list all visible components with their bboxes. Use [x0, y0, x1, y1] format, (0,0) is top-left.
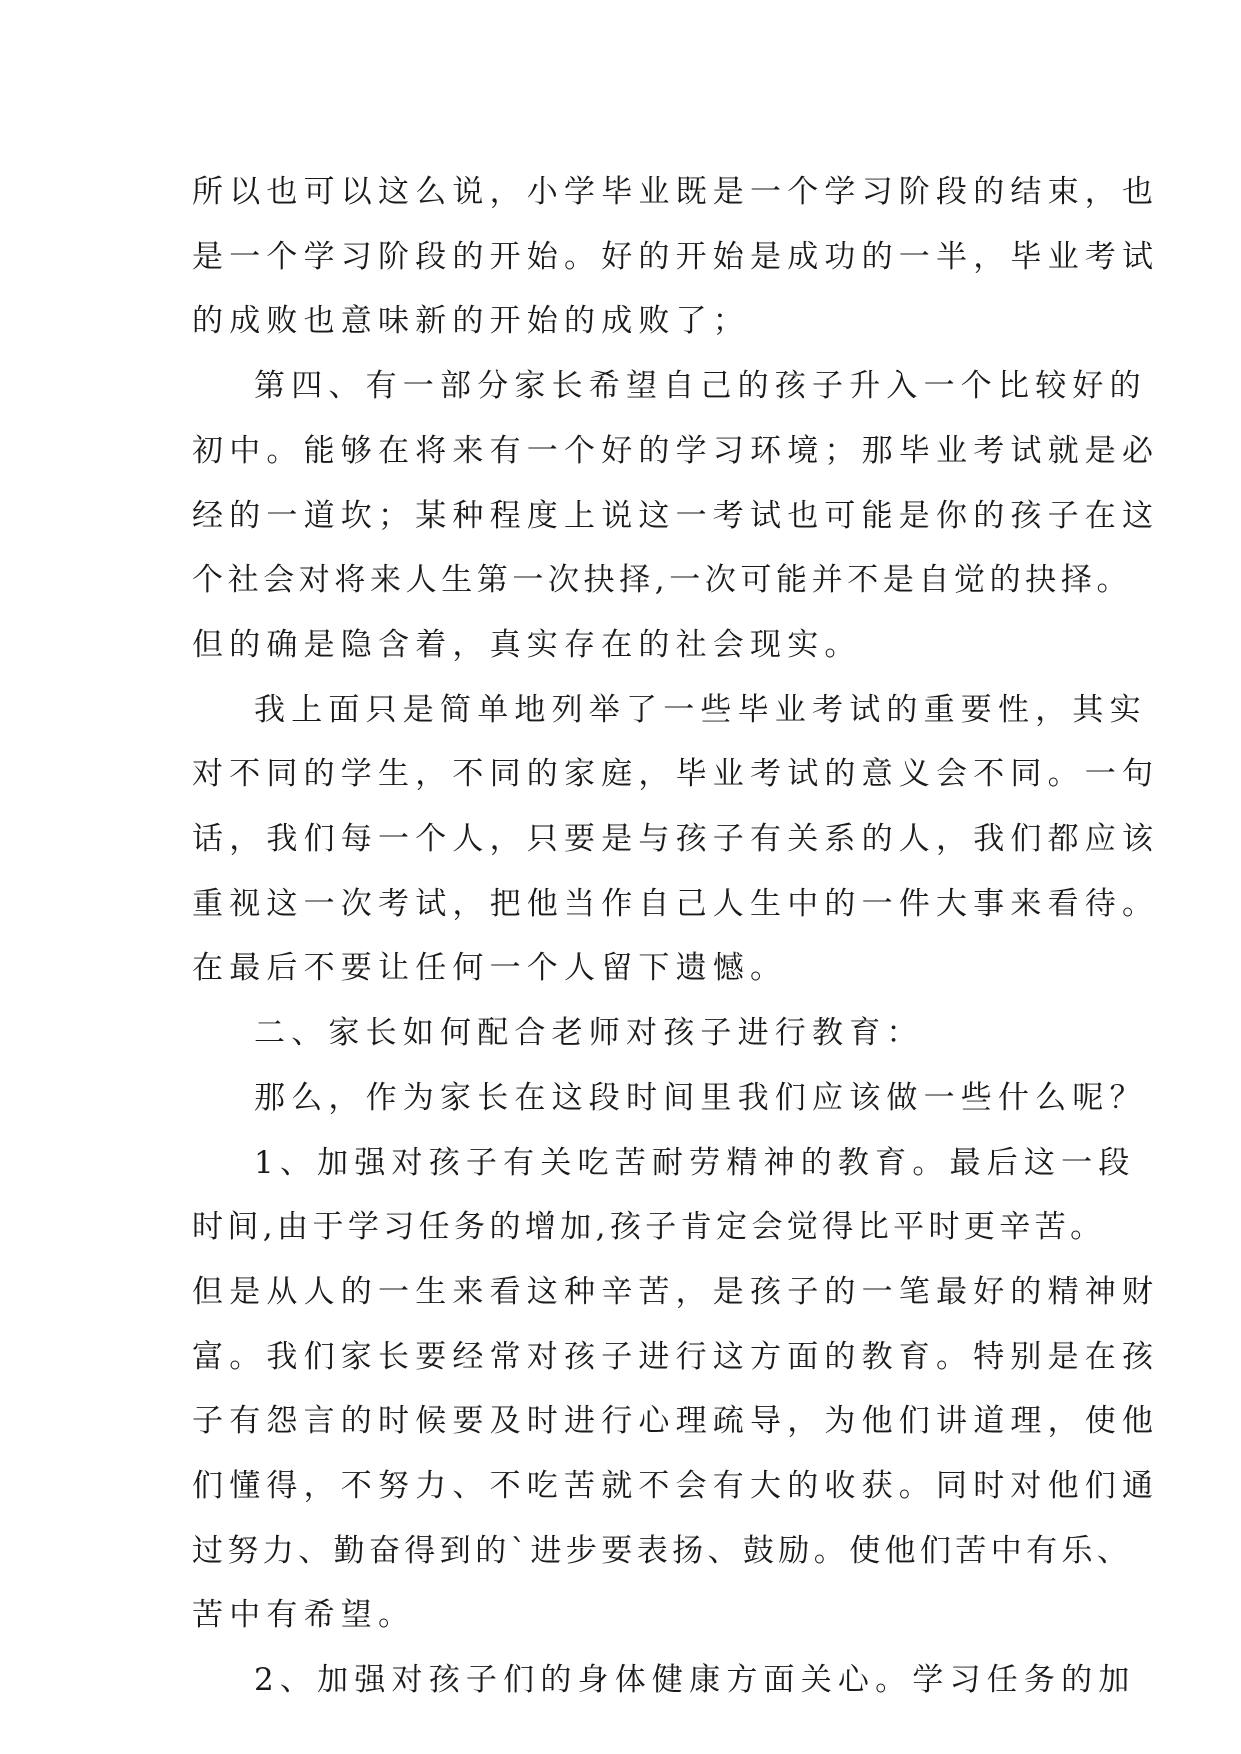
text-line: 经的一道坎；某种程度上说这一考试也可能是你的孩子在这	[192, 497, 1160, 534]
text-line: 重视这一次考试，把他当作自己人生中的一件大事来看待。	[192, 885, 1160, 922]
section-heading: 二、家长如何配合老师对孩子进行教育：	[254, 1015, 924, 1052]
paragraph-2	[192, 354, 1160, 678]
text-line: 子有怨言的时候要及时进行心理疏导，为他们讲道理，使他	[192, 1403, 1160, 1440]
paragraph-5	[192, 1131, 1160, 1649]
text-line: 但是从人的一生来看这种辛苦，是孩子的一笔最好的精神财	[192, 1273, 1160, 1310]
text-line: 2、加强对孩子们的身体健康方面关心。学习任务的加	[254, 1662, 1136, 1699]
text-line: 过努力、勤奋得到的`进步要表扬、鼓励。使他们苦中有乐、	[192, 1532, 1133, 1569]
text-line: 初中。能够在将来有一个好的学习环境；那毕业考试就是必	[192, 432, 1160, 469]
text-line: 在最后不要让任何一个人留下遗憾。	[192, 950, 788, 987]
paragraph-3	[192, 678, 1160, 1002]
paragraph-6	[192, 1648, 1136, 1713]
text-line: 富。我们家长要经常对孩子进行这方面的教育。特别是在孩	[192, 1338, 1160, 1375]
text-line: 是一个学习阶段的开始。好的开始是成功的一半，毕业考试	[192, 238, 1160, 275]
text-line: 时间,由于学习任务的增加,孩子肯定会觉得比平时更辛苦。	[192, 1209, 1106, 1246]
text-line: 所以也可以这么说，小学毕业既是一个学习阶段的结束，也	[192, 174, 1160, 210]
text-line: 对不同的学生，不同的家庭，毕业考试的意义会不同。一句	[192, 756, 1160, 793]
text-line: 那么，作为家长在这段时间里我们应该做一些什么呢？	[254, 1079, 1147, 1116]
text-line: 第四、有一部分家长希望自己的孩子升入一个比较好的	[254, 368, 1147, 405]
document-body	[192, 160, 1160, 1713]
text-line: 但的确是隐含着，真实存在的社会现实。	[192, 626, 862, 663]
text-line: 苦中有希望。	[192, 1597, 416, 1634]
text-line: 个社会对将来人生第一次抉择,一次可能并不是自觉的抉择。	[192, 562, 1133, 599]
paragraph-4	[192, 1066, 1147, 1131]
text-line: 们懂得，不努力、不吃苦就不会有大的收获。同时对他们通	[192, 1468, 1160, 1505]
text-line: 我上面只是简单地列举了一些毕业考试的重要性，其实	[254, 691, 1147, 728]
text-line: 话，我们每一个人，只要是与孩子有关系的人，我们都应该	[192, 821, 1160, 858]
text-line: 的成败也意味新的开始的成败了；	[192, 303, 750, 340]
paragraph-1	[192, 160, 1160, 354]
heading-section-2	[192, 1001, 1064, 1066]
text-line: 1、加强对孩子有关吃苦耐劳精神的教育。最后这一段	[254, 1144, 1136, 1181]
